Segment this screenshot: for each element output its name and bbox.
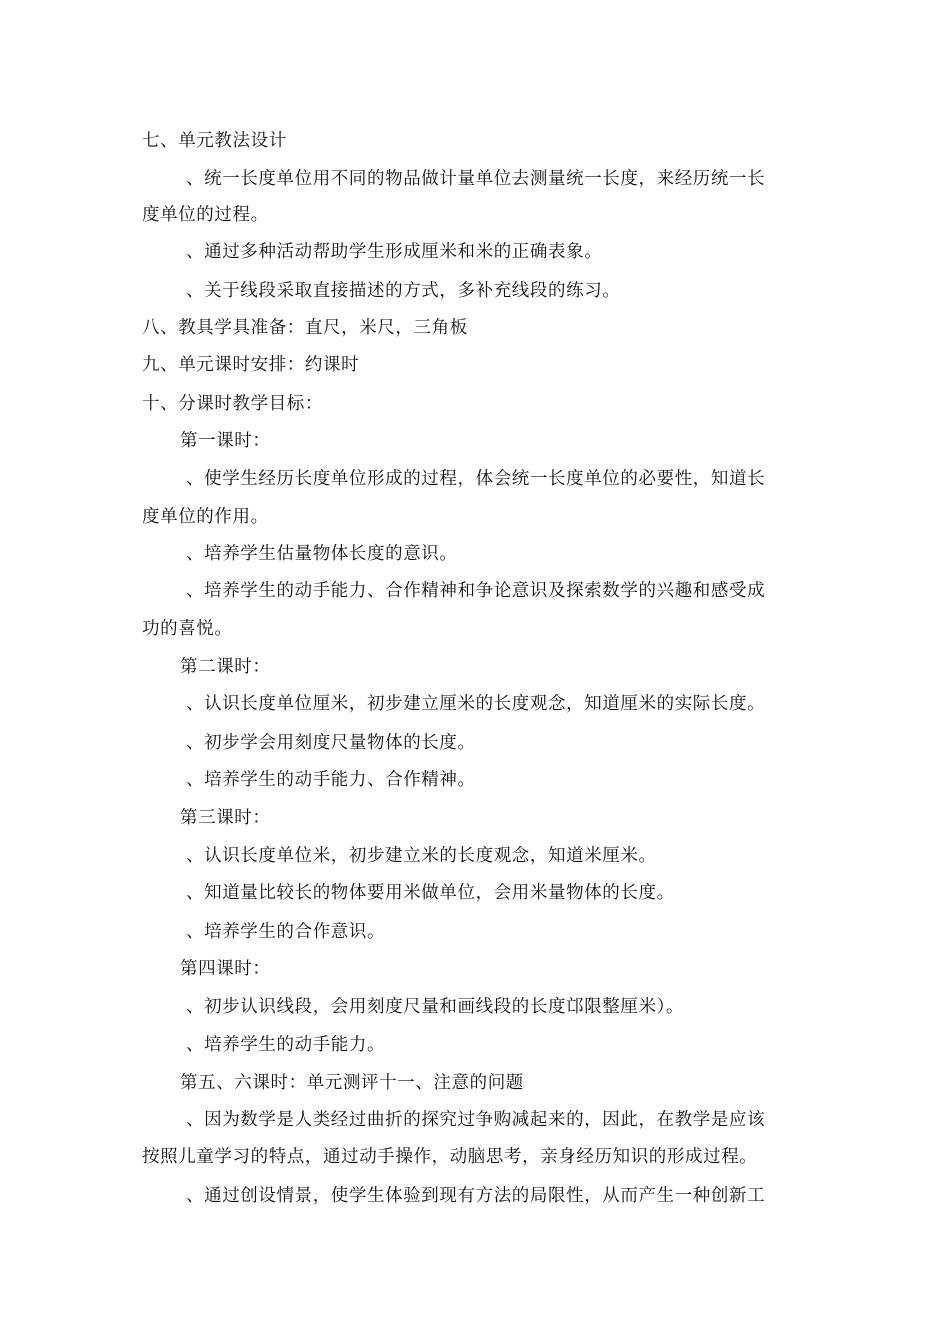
section-heading-teaching-method: 七、单元教法设计: [142, 131, 287, 151]
section-heading-schedule: 九、单元课时安排：约课时: [142, 355, 360, 375]
lesson-heading-1: 第一课时：: [180, 431, 271, 451]
paragraph-line: 、初步学会用刻度尺量物体的长度。: [186, 733, 476, 753]
paragraph-line: 、统一长度单位用不同的物品做计量单位去测量统一长度，来经历统一长: [186, 169, 766, 189]
paragraph-line: 、培养学生估量物体长度的意识。: [186, 544, 458, 564]
paragraph-line: 度单位的作用。: [142, 507, 269, 527]
paragraph-line: 、培养学生的动手能力、合作精神。: [186, 770, 476, 790]
paragraph-line: 、因为数学是人类经过曲折的探究过争购减起来的，因此，在教学是应该: [186, 1110, 766, 1130]
paragraph-line: 功的喜悦。: [142, 619, 233, 639]
paragraph-line: 、培养学生的动手能力。: [186, 1035, 386, 1055]
paragraph-line: 、知道量比较长的物体要用米做单位，会用米量物体的长度。: [186, 883, 675, 903]
paragraph-line: 、认识长度单位厘米，初步建立厘米的长度观念，知道厘米的实际长度。: [186, 694, 766, 714]
paragraph-line: 、培养学生的合作意识。: [186, 922, 386, 942]
paragraph-line: 、通过多种活动帮助学生形成厘米和米的正确表象。: [186, 242, 603, 262]
paragraph-line: 、通过创设情景，使学生体验到现有方法的局限性，从而产生一种创新工: [186, 1186, 766, 1206]
paragraph-line: 度单位的过程。: [142, 205, 269, 225]
paragraph-line: 、初步认识线段，会用刻度尺量和画线段的长度邙限整厘米）。: [186, 997, 685, 1017]
paragraph-line: 、培养学生的动手能力、合作精神和争论意识及探索数学的兴趣和感受成: [186, 581, 766, 601]
paragraph-line: 按照儿童学习的特点，通过动手操作，动脑思考，亲身经历知识的形成过程。: [142, 1147, 758, 1167]
lesson-heading-3: 第三课时：: [180, 808, 271, 828]
paragraph-line: 、认识长度单位米，初步建立米的长度观念，知道米厘米。: [186, 846, 657, 866]
paragraph-line: 、关于线段采取直接描述的方式，多补充线段的练习。: [186, 281, 621, 301]
section-heading-lesson-goals: 十、分课时教学目标：: [142, 394, 323, 414]
section-heading-materials: 八、教具学具准备：直尺，米尺，三角板: [142, 318, 468, 338]
lesson-heading-5-6: 第五、六课时：单元测评十一、注意的问题: [180, 1073, 524, 1093]
paragraph-line: 、使学生经历长度单位形成的过程，体会统一长度单位的必要性，知道长: [186, 469, 766, 489]
lesson-heading-2: 第二课时：: [180, 657, 271, 677]
lesson-heading-4: 第四课时：: [180, 959, 271, 979]
